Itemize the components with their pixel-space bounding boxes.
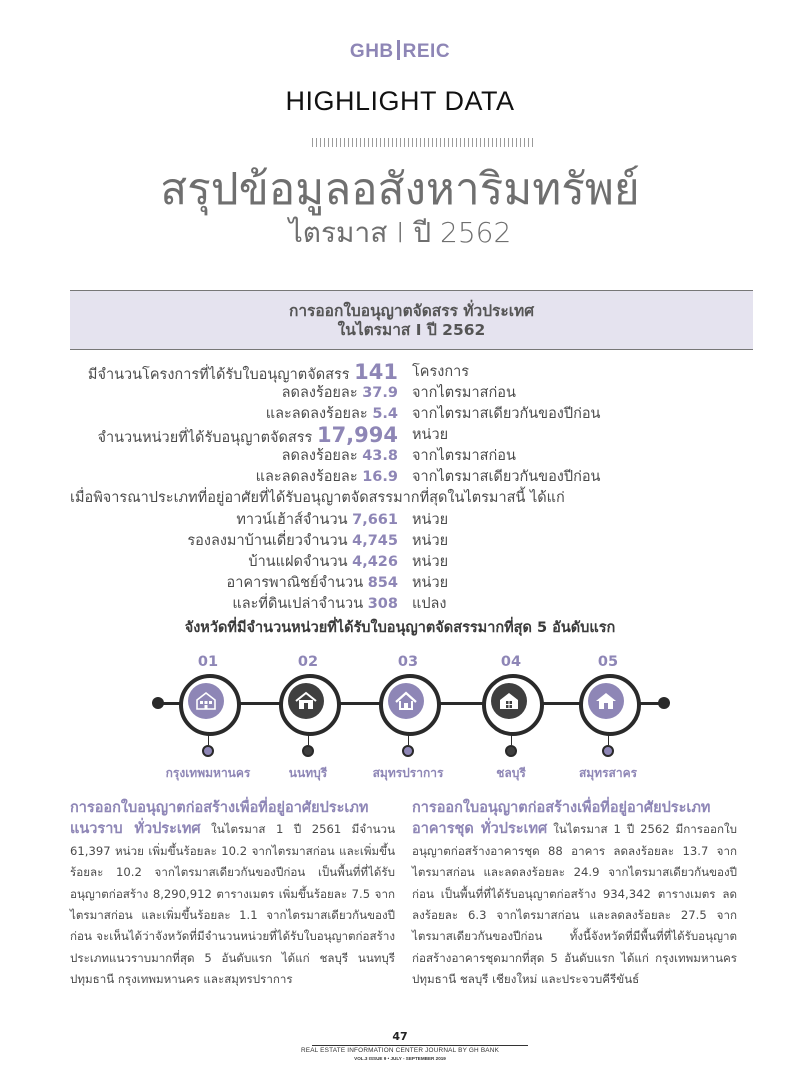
- footer-journal: REAL ESTATE INFORMATION CENTER JOURNAL BY GH BANK: [300, 1047, 500, 1054]
- province-name: นนทบุรี: [288, 766, 328, 780]
- type-row-label: ทาวน์เฮ้าส์จำนวน 7,661: [236, 512, 398, 528]
- rank-label: 02: [297, 654, 319, 670]
- house-icon: [588, 683, 624, 719]
- stat-row-label: มีจำนวนโครงการที่ได้รับใบอนุญาตจัดสรร 141: [87, 360, 398, 384]
- type-row-unit: หน่วย: [412, 512, 449, 528]
- stat-row-unit: จากไตรมาสเดียวกันของปีก่อน: [412, 469, 601, 485]
- stat-value: 5.4: [372, 406, 398, 422]
- province-node: [482, 674, 544, 736]
- type-row-unit: หน่วย: [412, 533, 449, 549]
- stat-row-unit: จากไตรมาสก่อน: [412, 385, 516, 401]
- logo-divider: [397, 40, 400, 60]
- logo-ghb: GHB: [349, 41, 394, 62]
- type-value: 308: [367, 596, 398, 612]
- left-column-paragraph: [70, 798, 395, 991]
- type-value: 7,661: [352, 512, 398, 528]
- province-node: [379, 674, 441, 736]
- house-icon: [288, 683, 324, 719]
- footer-issue: VOL.3 ISSUE 9 • JULY - SEPTEMBER 2019: [354, 1056, 446, 1061]
- stat-row: [0, 425, 800, 446]
- stat-value: 16.9: [362, 469, 398, 485]
- left-column-lead: การออกใบอนุญาตก่อสร้างเพื่อที่อยู่อาศัยประเภทแนวราบ ทั่วประเทศ: [70, 800, 369, 838]
- type-row-label: รองลงมาบ้านเดี่ยวจำนวน 4,745: [187, 533, 398, 549]
- stat-row-unit: โครงการ: [412, 364, 470, 380]
- stat-row-label: จำนวนหน่วยที่ได้รับอนุญาตจัดสรร 17,994: [97, 423, 398, 447]
- type-row: [0, 573, 800, 594]
- province-node: [579, 674, 641, 736]
- rank-label: 03: [397, 654, 419, 670]
- decorative-tick-rule: [312, 138, 534, 147]
- node-dot: [602, 745, 614, 757]
- stat-value: 37.9: [362, 385, 398, 401]
- type-row: [0, 552, 800, 573]
- stat-row-label: ลดลงร้อยละ 37.9: [281, 385, 398, 401]
- type-value: 854: [367, 575, 398, 591]
- node-stem: [511, 733, 512, 745]
- node-dot: [202, 745, 214, 757]
- province-node: [279, 674, 341, 736]
- townhouse-icon: [188, 683, 224, 719]
- left-column-body: ในไตรมาส 1 ปี 2561 มีจำนวน 61,397 หน่วย เพิ่มขึ้นร้อยละ 10.2 จากไตรมาสก่อน และเพิ่มขึ้นร้อยละ 10.2 จากไตรมาสเดียวกันของปีก่อน เป็นพื้นที่ที่ได้รับอนุญาตก่อสร้าง 8,290,912 ตารางเมตร เพิ่มขึ้นร้อยละ 7.5 จากไตรมาสก่อน และเพิ่มขึ้นร้อยละ 1.1 จากไตรมาสเดียวกันของปีก่อน จะเห็นได้ว่าจังหวัดที่มีจำนวนหน่วยที่ได้รับใบอนุญาตก่อสร้างประเภทแนวราบมากที่สุด 5 อันดับแรก ได้แก่ ชลบุรี นนทบุรี ปทุมธานี กรุงเทพมหานคร และสมุทรปราการ: [70, 822, 395, 987]
- type-row-label: และที่ดินเปล่าจำนวน 308: [232, 596, 398, 612]
- stat-row-label: ลดลงร้อยละ 43.8: [281, 448, 398, 464]
- rank-label: 05: [597, 654, 619, 670]
- stat-row: [0, 383, 800, 404]
- type-row-label: อาคารพาณิชย์จำนวน 854: [226, 575, 398, 591]
- rank-label: 04: [500, 654, 522, 670]
- section-banner: [70, 290, 753, 350]
- house-icon: [491, 683, 527, 719]
- right-column-body: ในไตรมาส 1 ปี 2562 มีการออกใบอนุญาตก่อสร้างอาคารชุด 88 อาคาร ลดลงร้อยละ 13.7 จากไตรมาสก่อน และลดลงร้อยละ 24.9 จากไตรมาสเดียวกันของปีก่อน เป็นพื้นที่ที่ได้รับอนุญาตก่อสร้าง 934,342 ตารางเมตร ลดลงร้อยละ 6.3 จากไตรมาสก่อน และลดลงร้อยละ 27.5 จากไตรมาสเดียวกันของปีก่อน ทั้งนี้จังหวัดที่มีพื้นที่ที่ได้รับอนุญาตก่อสร้างอาคารชุดมากที่สุด 5 อันดับแรก ได้แก่ กรุงเทพมหานคร ปทุมธานี ชลบุรี เชียงใหม่ และประจวบคีรีขันธ์: [412, 822, 737, 987]
- page-number: 47: [392, 1030, 408, 1043]
- stat-row-unit: จากไตรมาสก่อน: [412, 448, 516, 464]
- stat-row-label: และลดลงร้อยละ 5.4: [265, 406, 398, 422]
- footer-rule: [312, 1045, 528, 1046]
- right-column-paragraph: [412, 798, 737, 991]
- banner-line-1: การออกใบอนุญาตจัดสรร ทั่วประเทศ: [288, 302, 535, 320]
- house-icon: [388, 683, 424, 719]
- right-column-lead: การออกใบอนุญาตก่อสร้างเพื่อที่อยู่อาศัยประเภทอาคารชุด ทั่วประเทศ: [412, 800, 711, 838]
- ghb-reic-logo: [0, 40, 800, 63]
- page-title: สรุปข้อมูลอสังหาริมทรัพย์: [160, 164, 640, 215]
- type-row: [0, 594, 800, 615]
- type-value: 4,745: [352, 533, 398, 549]
- province-name: สมุทรสาคร: [578, 766, 638, 780]
- timeline-end-dot: [658, 697, 670, 709]
- node-dot: [302, 745, 314, 757]
- province-name: กรุงเทพมหานคร: [165, 766, 251, 780]
- stat-row-unit: หน่วย: [412, 427, 449, 443]
- type-row-unit: แปลง: [412, 596, 447, 612]
- rank-label: 01: [197, 654, 219, 670]
- stat-row-unit: จากไตรมาสเดียวกันของปีก่อน: [412, 406, 601, 422]
- provinces-title: จังหวัดที่มีจำนวนหน่วยที่ได้รับใบอนุญาตจัดสรรมากที่สุด 5 อันดับแรก: [184, 620, 616, 636]
- type-row: [0, 531, 800, 552]
- stat-row: [0, 446, 800, 467]
- stat-row: [0, 362, 800, 383]
- node-stem: [208, 733, 209, 745]
- node-dot: [505, 745, 517, 757]
- stat-value: 43.8: [362, 448, 398, 464]
- page-subtitle: ไตรมาส I ปี 2562: [288, 216, 512, 249]
- banner-line-2: ในไตรมาส I ปี 2562: [337, 321, 486, 339]
- stat-row: [0, 467, 800, 488]
- logo-reic: REIC: [402, 41, 451, 62]
- stat-row: [0, 404, 800, 425]
- node-stem: [408, 733, 409, 745]
- type-row: [0, 510, 800, 531]
- stat-value: 17,994: [316, 423, 398, 447]
- consider-line: เมื่อพิจารณาประเภทที่อยู่อาศัยที่ได้รับอนุญาตจัดสรรมากที่สุดในไตรมาสนี้ ได้แก่: [70, 490, 565, 506]
- type-value: 4,426: [352, 554, 398, 570]
- province-name: ชลบุรี: [496, 766, 526, 780]
- province-name: สมุทรปราการ: [372, 766, 444, 780]
- node-dot: [402, 745, 414, 757]
- province-node: [179, 674, 241, 736]
- node-stem: [308, 733, 309, 745]
- stat-value: 141: [354, 360, 398, 384]
- type-row-label: บ้านแฝดจำนวน 4,426: [248, 554, 398, 570]
- type-row-unit: หน่วย: [412, 554, 449, 570]
- node-stem: [608, 733, 609, 745]
- stat-row-label: และลดลงร้อยละ 16.9: [255, 469, 398, 485]
- type-row-unit: หน่วย: [412, 575, 449, 591]
- timeline-start-dot: [152, 697, 164, 709]
- highlight-heading: HIGHLIGHT DATA: [285, 86, 515, 116]
